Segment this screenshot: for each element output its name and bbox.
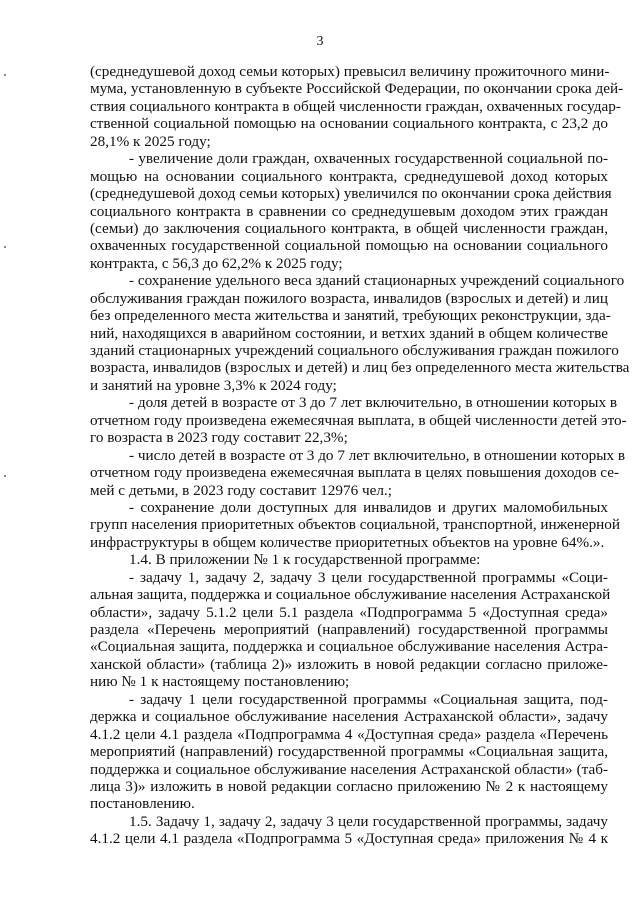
text-line: отчетном году произведена ежемесячная выплата в целях повышения доходов се- [90,464,620,482]
document-body [90,63,630,848]
text-line: го возраста в 2023 году составит 22,3%; [90,429,348,447]
text-line: мероприятий (направлений) государственной программы «Социальная защита, [90,743,608,761]
paragraph [90,568,611,691]
text-line: (среднедушевой доход семьи которых) превысил величину прожиточного мини- [90,63,610,80]
paragraph [90,63,624,150]
text-line: 4.1.2 цели 4.1 раздела «Подпрограмма 4 «Доступная среда» раздела «Перечень [90,725,608,743]
text-line: ний, находящихся в аварийном состоянии, и ветхих зданий в общем количестве [90,324,608,342]
text-line: социального контракта в сравнении со среднедушевым доходом этих граждан [90,202,608,220]
text-line: групп населения приоритетных объектов социальной, транспортной, инженерной [90,516,621,534]
text-line: 4.1.2 цели 4.1 раздела «Подпрограмма 5 «Доступная среда» приложения № 4 к [90,830,608,848]
text-line: (семьи) до заключения социального контракта, в общей численности граждан, [90,219,608,237]
text-line: 1.5. Задачу 1, задачу 2, задачу 3 цели государственной программы, задачу [129,812,608,830]
scan-edge-mark [4,475,6,477]
text-line: «Социальная защита, поддержка и социальное обслуживание населения Астра- [90,638,608,656]
text-line: 28,1% к 2025 году; [90,132,211,150]
paragraph [90,551,608,568]
paragraph [90,446,626,499]
text-line: ханской области» (таблица 2)» изложить в новой редакции согласно приложе- [90,655,608,673]
text-line: - доля детей в возрасте от 3 до 7 лет включительно, в отношении которых в [129,394,618,412]
text-line: ственной социальной помощью на основании социального контракта, с 23,2 до [90,115,608,133]
paragraph [90,272,630,394]
text-line: - задачу 1 цели государственной программы «Социальная защита, под- [129,690,608,708]
text-line: - сохранение доли доступных для инвалидов и других маломобильных [129,498,608,516]
text-line: (среднедушевой доход семьи которых) увеличился по окончании срока действия [90,185,612,203]
text-line: - сохранение удельного веса зданий стационарных учреждений социального [129,272,625,290]
text-line: нию № 1 к настоящему постановлению; [90,673,350,691]
text-line: 1.4. В приложении № 1 к государственной программе: [129,551,481,569]
text-line: зданий стационарных учреждений социального обслуживания граждан пожилого [90,342,619,359]
text-line: мума, установленную в субъекте Российской Федерации, по окончании срока дей- [90,80,624,98]
text-line: - увеличение доли граждан, охваченных государственной социальной по- [129,150,608,168]
paragraph [90,813,608,848]
text-line: и занятий на уровне 3,3% к 2024 году; [90,376,337,394]
text-line: мощью на основании социального контракта, среднедушевой доход которых [90,167,608,185]
paragraph [90,150,612,272]
text-line: держка и социальное обслуживание населения Астраханской области», задачу [90,708,608,726]
text-line: области», задачу 5.1.2 цели 5.1 раздела «Подпрограмма 5 «Доступная среда» [90,603,608,621]
text-line: возраста, инвалидов (взрослых и детей) и лиц без определенного места жительства [90,359,630,377]
text-line: инфраструктуры в общем количестве приоритетных объектов на уровне 64%.». [90,533,605,551]
text-line: отчетном году произведена ежемесячная выплата, в общей численности детей это- [90,411,627,429]
scan-edge-mark [4,74,6,76]
text-line: контракта, с 56,3 до 62,2% к 2025 году; [90,254,343,272]
paragraph [90,498,621,551]
page-number: 3 [316,34,324,49]
text-line: альная защита, поддержка и социальное обслуживание населения Астраханской [90,586,611,604]
text-line: - число детей в возрасте от 3 до 7 лет включительно, в отношении которых в [129,446,626,464]
text-line: охваченных государственной социальной помощью на основании социального [90,237,608,255]
text-line: обслуживания граждан пожилого возраста, инвалидов (взрослых и детей) и лиц [90,289,608,307]
text-line: раздела «Перечень мероприятий (направлений) государственной программы [90,621,608,638]
text-line: мей с детьми, в 2023 году составит 12976 чел.; [90,481,392,499]
scan-edge-mark [4,246,6,248]
text-line: ствия социального контракта в общей численности граждан, охваченных государ- [90,97,621,115]
text-line: постановлению. [90,795,195,813]
paragraph [90,691,608,813]
text-line: лица 3)» изложить в новой редакции согласно приложению № 2 к настоящему [90,777,608,795]
text-line: без определенного места жительства и занятий, требующих реконструкции, зда- [90,307,611,325]
text-line: - задачу 1, задачу 2, задачу 3 цели государственной программы «Соци- [129,568,608,586]
text-line: поддержка и социальное обслуживание населения Астраханской области» (таб- [90,760,608,778]
paragraph [90,394,627,447]
